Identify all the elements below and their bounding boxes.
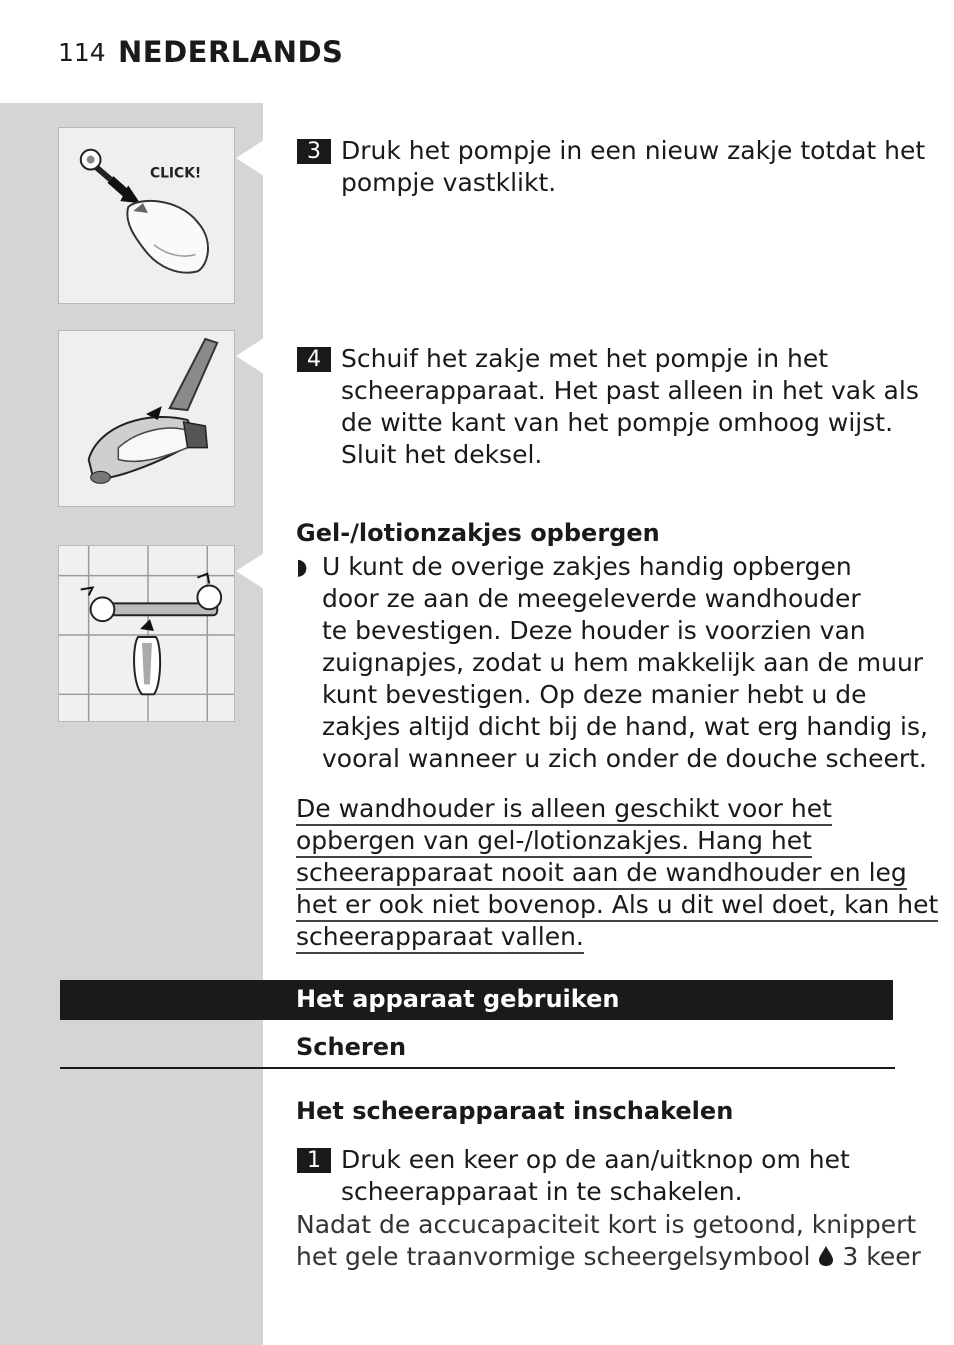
wall-holder-illustration bbox=[59, 546, 234, 721]
step-number-box: 3 bbox=[297, 139, 331, 164]
note-line-text: het er ook niet bovenop. Als u dit wel doet, kan het bbox=[296, 890, 938, 922]
warning-note bbox=[296, 793, 938, 953]
text-line: Druk het pompje in een nieuw zakje totdat het bbox=[341, 136, 926, 165]
click-label: CLICK! bbox=[149, 165, 202, 182]
text-line: scheerapparaat. Het past alleen in het vak als bbox=[341, 376, 919, 405]
drop-icon bbox=[818, 1245, 834, 1267]
step-1-text bbox=[341, 1144, 850, 1208]
note-line bbox=[296, 921, 938, 953]
note-line-text: opbergen van gel-/lotionzakjes. Hang het bbox=[296, 826, 812, 858]
text-line: vooral wanneer u zich onder de douche scheert. bbox=[322, 744, 927, 773]
text-line: zuignapjes, zodat u hem makkelijk aan de muur bbox=[322, 648, 924, 677]
figure-pointer bbox=[236, 553, 264, 589]
note-line bbox=[296, 889, 938, 921]
text-line: kunt bevestigen. Op deze manier hebt u de bbox=[322, 680, 867, 709]
note-line-text: scheerapparaat nooit aan de wandhouder en leg bbox=[296, 858, 907, 890]
bullet-icon: ◗ bbox=[296, 555, 308, 580]
text-line: door ze aan de meegeleverde wandhouder bbox=[322, 584, 861, 613]
note-line-text: scheerapparaat vallen. bbox=[296, 922, 584, 954]
step-number-box: 1 bbox=[297, 1148, 331, 1173]
pump-click-illustration bbox=[59, 128, 234, 303]
insert-pouch-figure bbox=[58, 330, 235, 507]
text-line: Schuif het zakje met het pompje in het bbox=[341, 344, 829, 373]
subsection-rule bbox=[60, 1067, 895, 1069]
note-line bbox=[296, 793, 938, 825]
page-number: 114 bbox=[58, 38, 106, 67]
page-language-title: NEDERLANDS bbox=[118, 35, 344, 69]
note-line-text: De wandhouder is alleen geschikt voor het bbox=[296, 794, 832, 826]
text-line: U kunt de overige zakjes handig opbergen bbox=[322, 552, 852, 581]
switch-on-heading: Het scheerapparaat inschakelen bbox=[296, 1097, 734, 1125]
wall-holder-figure bbox=[58, 545, 235, 722]
text-line: pompje vastklikt. bbox=[341, 168, 557, 197]
after-text-tail: 3 keer bbox=[842, 1242, 921, 1271]
step-number-box: 4 bbox=[297, 347, 331, 372]
note-line bbox=[296, 857, 938, 889]
note-line bbox=[296, 825, 938, 857]
storage-heading: Gel-/lotionzakjes opbergen bbox=[296, 519, 660, 547]
insert-pouch-illustration bbox=[59, 331, 234, 506]
step-3-text bbox=[341, 135, 925, 199]
text-line: zakjes altijd dicht bij de hand, wat erg handig is, bbox=[322, 712, 928, 741]
text-line: te bevestigen. Deze houder is voorzien van bbox=[322, 616, 866, 645]
storage-text bbox=[322, 551, 928, 775]
after-text-line-last bbox=[296, 1241, 921, 1273]
figure-pointer bbox=[236, 338, 264, 374]
subsection-title: Scheren bbox=[296, 1033, 407, 1061]
text-line: scheerapparaat in te schakelen. bbox=[341, 1177, 743, 1206]
after-text-line: Nadat de accucapaciteit kort is getoond, knippert bbox=[296, 1210, 917, 1239]
text-line: Druk een keer op de aan/uitknop om het bbox=[341, 1145, 850, 1174]
text-line: de witte kant van het pompje omhoog wijst. bbox=[341, 408, 894, 437]
after-text: het gele traanvormige scheergelsymbool bbox=[296, 1242, 811, 1271]
section-title: Het apparaat gebruiken bbox=[296, 985, 620, 1013]
step-4-text bbox=[341, 343, 919, 471]
pump-click-figure bbox=[58, 127, 235, 304]
figure-pointer bbox=[236, 140, 264, 176]
text-line: Sluit het deksel. bbox=[341, 440, 543, 469]
